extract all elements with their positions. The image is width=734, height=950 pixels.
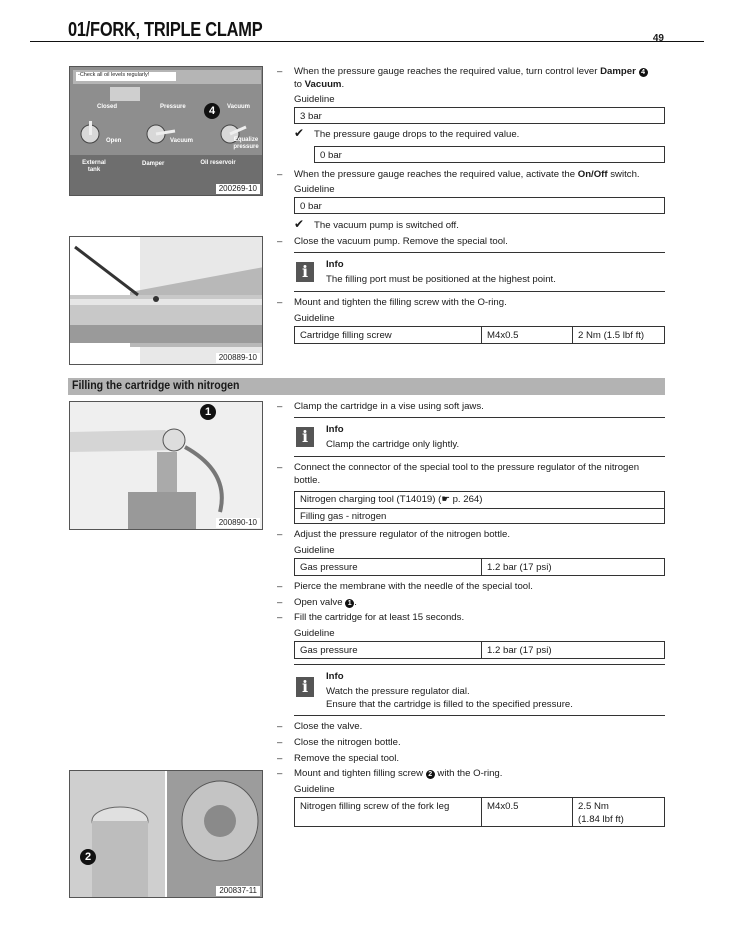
- guideline-label: Guideline: [294, 313, 335, 324]
- step-adjust-regulator: [277, 528, 665, 541]
- step-text: Adjust the pressure regulator of the nitrogen bottle.: [294, 529, 510, 540]
- step-bold: Damper: [600, 66, 636, 77]
- info-text: Watch the pressure regulator dial.: [326, 686, 470, 697]
- step-clamp: [277, 400, 665, 413]
- step-text: Clamp the cartridge in a vise using soft jaws.: [294, 401, 484, 412]
- step-pierce: [277, 580, 665, 593]
- control-panel-illustration: [70, 67, 263, 196]
- value-cell: 0 bar: [320, 150, 342, 161]
- dash: –: [277, 529, 283, 540]
- step-text: .: [354, 597, 357, 608]
- step-close-bottle: [277, 736, 665, 749]
- guideline-label: Guideline: [294, 628, 335, 639]
- callout-ref-4: 4: [639, 68, 648, 77]
- page-title: 01/FORK, TRIPLE CLAMP: [68, 19, 263, 41]
- step-text: with the O-ring.: [434, 768, 503, 779]
- section-heading: [68, 378, 665, 395]
- info-icon: i: [296, 262, 314, 282]
- nitrogen-tool-illustration: [70, 402, 263, 530]
- value-cell: 3 bar: [300, 111, 322, 122]
- checkmark-icon: ✔: [294, 217, 305, 231]
- dash: –: [277, 236, 283, 247]
- dash: –: [277, 297, 283, 308]
- dash: –: [277, 66, 283, 77]
- header-rule: [30, 41, 704, 42]
- figure-id: 200269-10: [216, 184, 260, 194]
- step-mount-filling-screw: [277, 767, 665, 780]
- figure-nitrogen-tool: [69, 401, 263, 530]
- step-connect: [277, 461, 665, 487]
- step-text: .: [341, 79, 345, 90]
- check-text: The vacuum pump is switched off.: [314, 220, 459, 231]
- spec-cell: [572, 798, 664, 826]
- step-activate-switch: [277, 168, 665, 181]
- spec-cell: M4x0.5: [481, 798, 572, 826]
- spec-cell: Cartridge filling screw: [300, 330, 392, 341]
- info-box: [294, 417, 665, 457]
- callout-ref-2: 2: [426, 770, 435, 779]
- spec-cell: 1.2 bar (17 psi): [481, 642, 664, 658]
- spec-cell-line: 2.5 Nm: [578, 801, 609, 812]
- panel-label-closed: Closed: [97, 104, 118, 110]
- step-open-valve: [277, 596, 665, 609]
- callout-ref-1: 1: [345, 599, 354, 608]
- panel-label-equalize: Equalize pressure: [233, 137, 259, 150]
- callout-2: 2: [80, 849, 96, 865]
- step-mount-screw: [277, 296, 665, 309]
- info-box: [294, 664, 665, 716]
- guideline-label: Guideline: [294, 545, 335, 556]
- guideline-label: Guideline: [294, 94, 335, 105]
- checkmark-icon: ✔: [294, 126, 305, 140]
- step-text: Mount and tighten filling screw: [294, 768, 426, 779]
- spec-table: [294, 797, 665, 827]
- step-text: bottle.: [294, 475, 321, 486]
- spec-table: [294, 326, 665, 344]
- value-box: [294, 197, 665, 214]
- callout-4: 4: [204, 103, 220, 119]
- panel-label-damper: Damper: [142, 161, 165, 167]
- step-bold: On/Off: [577, 169, 608, 180]
- step-text: Connect the connector of the special tool to the pressure regulator of the nitrogen: [294, 462, 640, 473]
- spec-table: [294, 558, 665, 576]
- tool-row: Filling gas - nitrogen: [295, 508, 664, 524]
- step-text: When the pressure gauge reaches the required value, activate the: [294, 169, 578, 180]
- step-text: Open valve: [294, 597, 346, 608]
- step-fill: [277, 611, 665, 624]
- step-text: Close the nitrogen bottle.: [294, 737, 401, 748]
- figure-control-panel: [69, 66, 263, 196]
- dash: –: [277, 753, 283, 764]
- step-text: When the pressure gauge reaches the required value, turn control lever: [294, 66, 601, 77]
- dash: –: [277, 737, 283, 748]
- info-icon: i: [296, 677, 314, 697]
- guideline-label: Guideline: [294, 784, 335, 795]
- dash: –: [277, 462, 283, 473]
- spec-cell: Gas pressure: [300, 645, 358, 656]
- dash: –: [277, 401, 283, 412]
- step-turn-damper: [277, 65, 665, 91]
- step-close-valve: [277, 720, 665, 733]
- figure-filling-screw: [69, 236, 263, 365]
- filling-screw-illustration: [70, 237, 263, 365]
- panel-label-oil-reservoir: Oil reservoir: [200, 160, 236, 166]
- dash: –: [277, 581, 283, 592]
- value-box: [314, 146, 665, 163]
- info-icon: i: [296, 427, 314, 447]
- figure-fork-leg-screw: [69, 770, 263, 898]
- dash: –: [277, 768, 283, 779]
- step-text: Fill the cartridge for at least 15 seconds.: [294, 612, 465, 623]
- dash: –: [277, 612, 283, 623]
- figure-id: 200889-10: [216, 353, 260, 363]
- info-text: The filling port must be positioned at the highest point.: [326, 274, 556, 285]
- step-bold: Vacuum: [304, 79, 342, 90]
- spec-table: [294, 641, 665, 659]
- dash: –: [277, 597, 283, 608]
- step-remove-tool: [277, 752, 665, 765]
- info-title: Info: [326, 671, 344, 682]
- info-title: Info: [326, 259, 344, 270]
- check-result: [294, 219, 459, 232]
- guideline-label: Guideline: [294, 184, 335, 195]
- info-text: Ensure that the cartridge is filled to the specified pressure.: [326, 699, 573, 710]
- spec-cell-line: (1.84 lbf ft): [578, 814, 624, 825]
- step-text: Close the vacuum pump. Remove the special tool.: [294, 236, 508, 247]
- spec-cell: M4x0.5: [481, 327, 572, 343]
- panel-label-pressure: Pressure: [160, 104, 186, 110]
- info-title: Info: [326, 424, 344, 435]
- panel-label-vacuum-2: Vacuum: [170, 138, 194, 144]
- value-cell: 0 bar: [300, 201, 322, 212]
- step-text: Mount and tighten the filling screw with the O-ring.: [294, 297, 507, 308]
- spec-cell: Nitrogen filling screw of the fork leg: [300, 801, 450, 812]
- info-box: [294, 252, 665, 292]
- step-close-pump: [277, 235, 665, 248]
- panel-label-vacuum: Vacuum: [227, 104, 251, 110]
- step-text: switch.: [607, 169, 640, 180]
- check-text: The pressure gauge drops to the required value.: [314, 129, 520, 140]
- info-text: Clamp the cartridge only lightly.: [326, 439, 460, 450]
- dash: –: [277, 169, 283, 180]
- tool-box: [294, 491, 665, 524]
- figure-id: 200837-11: [216, 886, 260, 896]
- step-text: Close the valve.: [294, 721, 363, 732]
- step-text: Remove the special tool.: [294, 753, 400, 764]
- panel-label-external-tank: External tank: [82, 160, 106, 173]
- fork-leg-illustration: [70, 771, 263, 898]
- section-title: Filling the cartridge with nitrogen: [72, 380, 240, 392]
- page-number: 49: [652, 33, 664, 44]
- callout-1: 1: [200, 404, 216, 420]
- panel-label-open: Open: [106, 138, 122, 144]
- dash: –: [277, 721, 283, 732]
- step-text: Pierce the membrane with the needle of the special tool.: [294, 581, 533, 592]
- tool-row: Nitrogen charging tool (T14019) (☛ p. 264): [300, 494, 483, 505]
- figure-id: 200890-10: [216, 518, 260, 528]
- step-text: to: [294, 79, 305, 90]
- panel-note: -Check all oil levels regularly!: [78, 72, 150, 78]
- value-box: [294, 107, 665, 124]
- spec-cell: 2 Nm (1.5 lbf ft): [572, 327, 664, 343]
- spec-cell: 1.2 bar (17 psi): [481, 559, 664, 575]
- spec-cell: Gas pressure: [300, 562, 358, 573]
- check-result: [294, 128, 519, 141]
